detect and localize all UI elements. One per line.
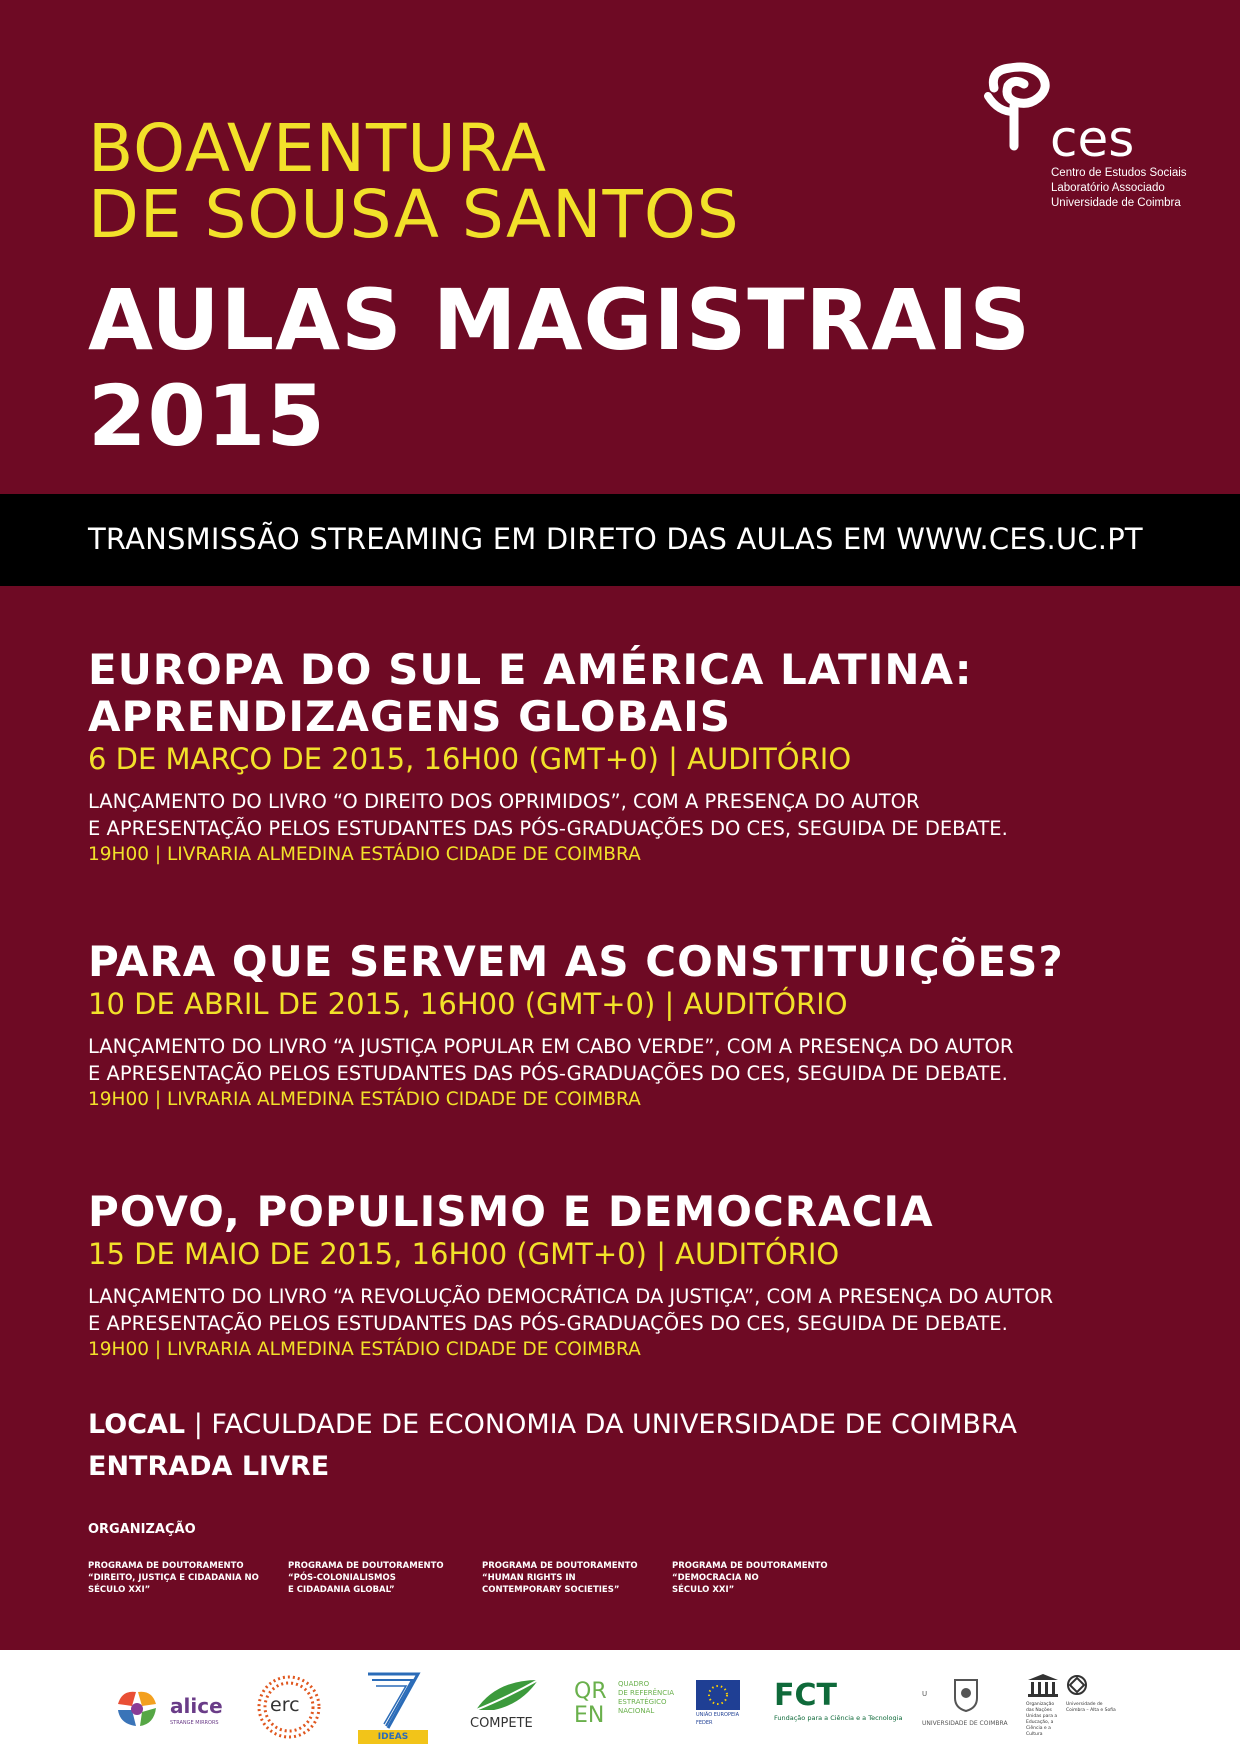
- compete-wordmark: COMPETE: [470, 1716, 533, 1731]
- program-2-line-3: E CIDADANIA GLOBAL”: [288, 1585, 395, 1595]
- uc-text: UNIVERSIDADE DE COIMBRA: [922, 1720, 1008, 1727]
- program-1-line-1: PROGRAMA DE DOUTORAMENTO: [88, 1561, 244, 1571]
- qren-logo: [574, 1676, 674, 1736]
- ces-description: [1051, 166, 1187, 211]
- unesco-side-text: Universidade de Coimbra – Alta e Sofia: [1066, 1702, 1116, 1713]
- eu-flag-icon: [696, 1680, 740, 1710]
- session-1-description: [88, 788, 1008, 842]
- author-line-2: DE SOUSA SANTOS: [88, 176, 740, 253]
- uc-logo: [918, 1678, 1014, 1734]
- title-line-2: 2015: [88, 367, 326, 465]
- ideas-logo: [358, 1668, 428, 1746]
- compete-leaf-icon: [466, 1676, 546, 1716]
- program-4-line-3: SÉCULO XXI”: [672, 1585, 735, 1595]
- author-name: [88, 110, 740, 253]
- session-2-desc-line-1: LANÇAMENTO DO LIVRO “A JUSTIÇA POPULAR EM CABO VERDE”, COM A PRESENÇA DO AUTOR: [88, 1035, 1014, 1058]
- session-2-desc-line-2: E APRESENTAÇÃO PELOS ESTUDANTES DAS PÓS-GRADUAÇÕES DO CES, SEGUIDA DE DEBATE.: [88, 1062, 1008, 1085]
- ces-line-3: Universidade de Coimbra: [1051, 197, 1181, 209]
- ces-wordmark: ces: [1050, 110, 1135, 168]
- unesco-logo: [1026, 1672, 1126, 1742]
- qren-line-1: QUADRO: [618, 1680, 650, 1688]
- session-1-venue: 19H00 | LIVRARIA ALMEDINA ESTÁDIO CIDADE DE COIMBRA: [88, 844, 641, 865]
- eu-text: UNIÃO EUROPEIA: [696, 1712, 740, 1718]
- ces-line-1: Centro de Estudos Sociais: [1051, 167, 1187, 179]
- ces-logo: [980, 62, 1190, 222]
- world-heritage-icon: [1066, 1674, 1088, 1696]
- program-2-line-2: “PÓS-COLONIALISMOS: [288, 1573, 396, 1583]
- uc-letters: U C: [922, 1690, 989, 1698]
- eu-logo: [696, 1680, 742, 1736]
- program-2-line-1: PROGRAMA DE DOUTORAMENTO: [288, 1561, 444, 1571]
- streaming-banner: [0, 494, 1240, 586]
- qren-line-2: DE REFERÊNCIA: [618, 1689, 675, 1697]
- program-1-line-2: “DIREITO, JUSTIÇA E CIDADANIA NO: [88, 1573, 259, 1583]
- session-3-title: POVO, POPULISMO E DEMOCRACIA: [88, 1187, 934, 1236]
- program-2: [288, 1560, 444, 1596]
- program-4: [672, 1560, 828, 1596]
- fct-logo: [774, 1678, 903, 1728]
- unesco-temple-icon: [1026, 1672, 1060, 1698]
- session-2-date: 10 DE ABRIL DE 2015, 16H00 (GMT+0) | AUDITÓRIO: [88, 987, 848, 1021]
- svg-text:EN: EN: [574, 1703, 605, 1726]
- program-4-line-1: PROGRAMA DE DOUTORAMENTO: [672, 1561, 828, 1571]
- session-1-date: 6 DE MARÇO DE 2015, 16H00 (GMT+0) | AUDITÓRIO: [88, 742, 852, 776]
- unesco-text: Organização das Nações Unidas para a Educação, a Ciência e a Cultura: [1026, 1702, 1058, 1737]
- session-1: [88, 646, 1008, 868]
- program-3-line-2: “HUMAN RIGHTS IN: [482, 1573, 576, 1583]
- compete-logo: [466, 1676, 546, 1736]
- free-entry: ENTRADA LIVRE: [88, 1451, 330, 1482]
- fp7-seven-icon: [358, 1668, 428, 1730]
- location-label: LOCAL: [88, 1409, 186, 1440]
- title-line-1: AULAS MAGISTRAIS: [88, 271, 1031, 369]
- alice-logo: [112, 1684, 252, 1734]
- program-4-line-2: “DEMOCRACIA NO: [672, 1573, 759, 1583]
- location: [88, 1408, 1017, 1442]
- alice-wordmark: alice: [170, 1694, 223, 1718]
- streaming-text: TRANSMISSÃO STREAMING EM DIRETO DAS AULAS EM WWW.CES.UC.PT: [88, 522, 1143, 556]
- eu-sub: FEDER: [696, 1720, 713, 1726]
- organization-label: ORGANIZAÇÃO: [88, 1522, 196, 1537]
- ideas-label: IDEAS: [358, 1730, 428, 1744]
- alice-subtitle: STRANGE MIRRORS: [170, 1720, 219, 1726]
- session-2-title: PARA QUE SERVEM AS CONSTITUIÇÕES?: [88, 937, 1064, 986]
- fct-wordmark: FCT: [774, 1678, 837, 1713]
- fct-subtitle: Fundação para a Ciência e a Tecnologia: [774, 1714, 903, 1722]
- program-1-line-3: SÉCULO XXI”: [88, 1585, 151, 1595]
- session-1-desc-line-2: E APRESENTAÇÃO PELOS ESTUDANTES DAS PÓS-GRADUAÇÕES DO CES, SEGUIDA DE DEBATE.: [88, 817, 1008, 840]
- author-line-1: BOAVENTURA: [88, 110, 548, 187]
- session-1-title-line-1: EUROPA DO SUL E AMÉRICA LATINA:: [88, 645, 973, 694]
- program-3: [482, 1560, 638, 1596]
- sponsor-footer: [0, 1650, 1240, 1754]
- session-3-desc-line-1: LANÇAMENTO DO LIVRO “A REVOLUÇÃO DEMOCRÁTICA DA JUSTIÇA”, COM A PRESENÇA DO AUTOR: [88, 1285, 1054, 1308]
- erc-logo: [256, 1674, 322, 1740]
- qren-letters-icon: [574, 1676, 614, 1726]
- erc-wordmark: erc: [270, 1694, 300, 1716]
- location-value: | FACULDADE DE ECONOMIA DA UNIVERSIDADE DE COIMBRA: [185, 1409, 1018, 1440]
- session-3: [88, 1188, 1053, 1363]
- program-3-line-3: CONTEMPORARY SOCIETIES”: [482, 1585, 620, 1595]
- qren-line-4: NACIONAL: [618, 1707, 655, 1715]
- session-1-title-line-2: APRENDIZAGENS GLOBAIS: [88, 692, 731, 741]
- session-3-desc-line-2: E APRESENTAÇÃO PELOS ESTUDANTES DAS PÓS-GRADUAÇÕES DO CES, SEGUIDA DE DEBATE.: [88, 1312, 1008, 1335]
- ces-logo-icon: [980, 62, 1060, 162]
- qren-line-3: ESTRATÉGICO: [618, 1698, 667, 1706]
- session-1-desc-line-1: LANÇAMENTO DO LIVRO “O DIREITO DOS OPRIMIDOS”, COM A PRESENÇA DO AUTOR: [88, 790, 920, 813]
- session-2-venue: 19H00 | LIVRARIA ALMEDINA ESTÁDIO CIDADE DE COIMBRA: [88, 1089, 641, 1110]
- qren-text: [618, 1680, 674, 1716]
- ces-line-2: Laboratório Associado: [1051, 182, 1165, 194]
- session-2-description: [88, 1033, 1064, 1087]
- session-3-venue: 19H00 | LIVRARIA ALMEDINA ESTÁDIO CIDADE DE COIMBRA: [88, 1339, 641, 1360]
- session-3-description: [88, 1283, 1053, 1337]
- main-title: [88, 272, 1031, 464]
- alice-mark-icon: [112, 1684, 164, 1732]
- program-1: [88, 1560, 259, 1596]
- session-2: [88, 938, 1064, 1113]
- session-3-date: 15 DE MAIO DE 2015, 16H00 (GMT+0) | AUDITÓRIO: [88, 1237, 840, 1271]
- svg-text:QR: QR: [574, 1679, 607, 1704]
- program-3-line-1: PROGRAMA DE DOUTORAMENTO: [482, 1561, 638, 1571]
